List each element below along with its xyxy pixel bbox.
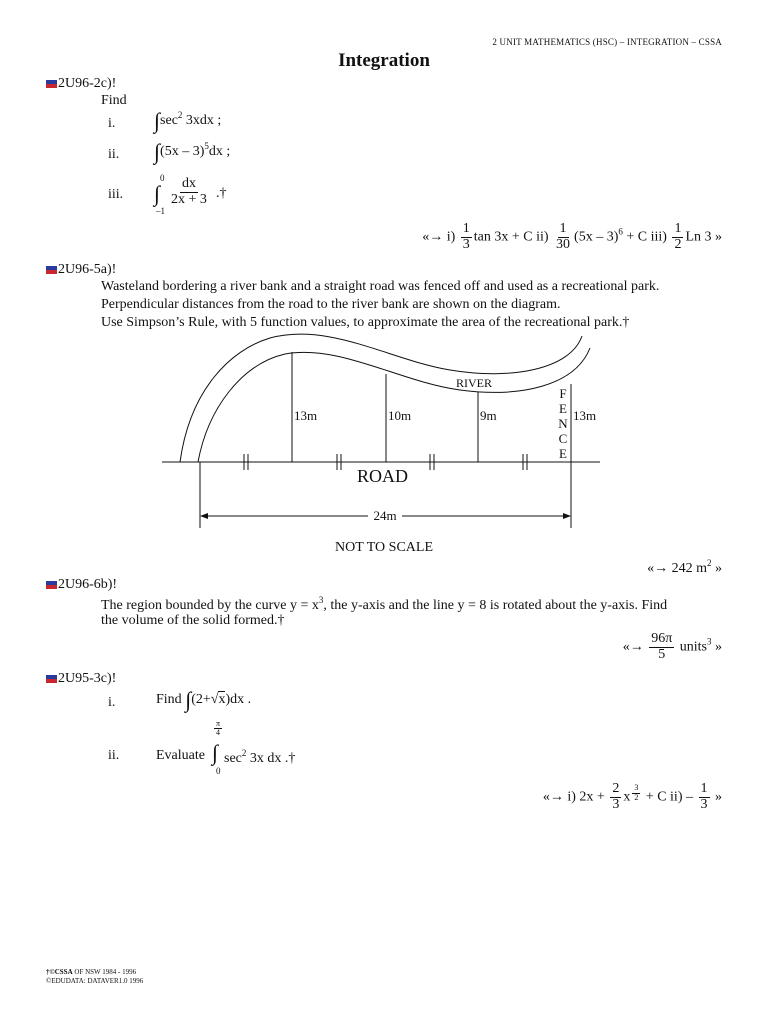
arrow-right-icon <box>563 513 571 519</box>
answer-text: units <box>679 639 707 655</box>
footer-text: OF NSW 1984 - 1996 <box>72 968 137 976</box>
fraction <box>649 632 674 662</box>
part-number: iii. <box>108 187 124 202</box>
fence-label <box>558 386 568 461</box>
definite-integral <box>154 174 244 218</box>
expr-text: (2+ <box>191 692 211 707</box>
answer <box>543 782 722 812</box>
integral-sign-icon: ∫ <box>154 181 161 206</box>
answer-text: tan 3x + C ii) <box>473 229 549 245</box>
paragraph-line: Perpendicular distances from the road to the river bank are shown on the diagram. <box>101 297 561 312</box>
definite-integral <box>212 720 312 780</box>
numerator: 1 <box>674 221 682 236</box>
integral-expression: $\sec^2 3x$ dx .† <box>224 748 296 766</box>
exponent <box>632 784 640 802</box>
numerator: 1 <box>462 221 470 236</box>
upper-limit: 0 <box>160 173 165 183</box>
denominator: 5 <box>658 646 666 662</box>
paragraph-line: Use Simpson’s Rule, with 5 function values, to approximate the area of the recreational park.† <box>101 315 630 330</box>
answer-prefix: «→ i) <box>422 229 456 245</box>
integral-expression: $\int\sec^2$ 3xdx ; <box>154 108 222 133</box>
fraction <box>461 222 472 252</box>
paragraph-line: Wasteland bordering a river bank and a straight road was fenced off and used as a recreational park. <box>101 279 660 294</box>
fraction <box>672 222 683 252</box>
numerator: 1 <box>700 781 708 796</box>
part-number: i. <box>108 695 116 710</box>
numerator: 2 <box>612 781 620 796</box>
flag-icon <box>46 266 57 274</box>
answer-text: » <box>711 561 722 576</box>
question-label-text: 2U96-5a)! <box>58 262 117 277</box>
denominator: 4 <box>216 728 221 738</box>
expr-tail: 3xdx ; <box>182 113 222 128</box>
not-to-scale-note: NOT TO SCALE <box>334 540 433 555</box>
expr-tail: dx ; <box>208 144 231 159</box>
exponent: 3 <box>707 636 712 647</box>
height-label: 13m <box>294 408 318 423</box>
answer-text: + C iii) <box>626 229 667 245</box>
exponent: 6 <box>618 226 623 237</box>
answer-text: «→ <box>622 639 644 655</box>
integral-sign-icon: ∫ <box>185 687 192 712</box>
svg-text:N: N <box>558 416 568 431</box>
answer <box>422 222 722 252</box>
denominator: 3 <box>612 796 620 812</box>
width-label: 24m <box>373 508 397 523</box>
svg-text:F: F <box>559 386 567 401</box>
fraction <box>554 222 572 252</box>
numerator: 1 <box>559 221 567 236</box>
answer-text: (5x – 3) <box>574 229 619 245</box>
expr-text: (5x – 3) <box>160 144 205 159</box>
page-header: 2 UNIT MATHEMATICS (HSC) – INTEGRATION – CSSA <box>492 37 722 47</box>
footer-line: ©EDUDATA: DATAVER1.0 1996 <box>46 976 144 985</box>
integral-sign-icon: ∫ <box>154 108 161 133</box>
paragraph-line: the volume of the solid formed.† <box>101 613 285 628</box>
denominator: 3 <box>700 796 708 812</box>
arrow-left-icon <box>200 513 208 519</box>
numerator: dx <box>181 176 196 191</box>
svg-text:E: E <box>559 401 567 416</box>
expr-tail: )dx . <box>225 692 252 707</box>
integral-sign-icon: ∫ <box>212 740 219 765</box>
denominator: 2 <box>674 236 682 252</box>
upper-limit <box>214 720 222 738</box>
denominator: 2 <box>634 792 639 802</box>
footer-bold: †©CSSA <box>46 968 73 976</box>
part-number: i. <box>108 116 116 131</box>
integral-expression <box>156 689 251 711</box>
paragraph-line <box>101 595 667 614</box>
answer <box>623 632 722 662</box>
expr-text: sec <box>224 751 242 766</box>
height-label: 9m <box>480 408 497 423</box>
question-label <box>46 671 116 687</box>
expr-tail: .† <box>216 186 227 201</box>
expr-tail: 3x dx .† <box>246 751 296 766</box>
answer-text: + C ii) – <box>645 789 693 805</box>
road-label: ROAD <box>357 466 409 486</box>
find-text: Find <box>101 93 127 108</box>
integrand-fraction <box>169 177 209 207</box>
flag-icon <box>46 675 57 683</box>
footer-line <box>46 968 143 977</box>
height-label: 13m <box>573 408 597 423</box>
integral-expression: ∫(5x – 3)$^5$dx ; <box>154 139 231 164</box>
flag-icon <box>46 581 57 589</box>
numerator: 3 <box>634 783 639 793</box>
radicand: x <box>218 692 226 707</box>
question-label-text: 2U96-6b)! <box>58 577 118 592</box>
numerator: π <box>216 719 221 728</box>
question-label-text: 2U96-2c)! <box>58 76 117 91</box>
question-label <box>46 262 116 278</box>
numerator: 96π <box>651 631 673 646</box>
fraction <box>610 782 621 812</box>
denominator: 30 <box>556 236 571 252</box>
question-label <box>46 577 117 593</box>
exponent: 2 <box>707 558 712 568</box>
denominator: 3 <box>462 236 470 252</box>
fraction <box>699 782 710 812</box>
lower-limit: –1 <box>156 206 165 216</box>
question-label <box>46 76 116 92</box>
denominator: 2x + 3 <box>171 191 207 207</box>
river-bank-inner <box>198 348 590 462</box>
height-label: 10m <box>388 408 412 423</box>
part-number: ii. <box>108 147 120 162</box>
copyright-footer <box>46 968 143 986</box>
svg-text:C: C <box>558 431 568 446</box>
lower-limit: 0 <box>216 766 221 776</box>
answer-text: x <box>623 789 631 805</box>
expr-text: sec <box>160 113 178 128</box>
integral-sign-icon: ∫ <box>154 139 161 164</box>
sqrt-icon: √ <box>210 692 219 707</box>
paragraph-text: The region bounded by the curve y = x <box>101 598 319 613</box>
svg-text:E: E <box>559 446 567 461</box>
flag-icon <box>46 80 57 88</box>
answer-text: «→ i) 2x + <box>542 789 605 805</box>
question-label-text: 2U95-3c)! <box>58 671 117 686</box>
river-bank-outer <box>180 334 582 462</box>
instruction-text: Find <box>156 692 182 707</box>
answer-text: » <box>715 789 722 805</box>
page-title: Integration <box>338 50 430 71</box>
instruction-text: Evaluate <box>156 748 205 763</box>
paragraph-text: , the y-axis and the line y = 8 is rotated about the y-axis. Find <box>323 598 668 613</box>
answer <box>647 558 722 577</box>
answer-text: Ln 3 » <box>685 229 722 245</box>
answer-text: » <box>711 639 722 655</box>
exponent: 3 <box>318 595 324 605</box>
answer-text: «→ 242 m <box>647 561 707 576</box>
river-label: RIVER <box>456 376 492 390</box>
part-number: ii. <box>108 748 120 763</box>
park-diagram <box>150 330 610 530</box>
